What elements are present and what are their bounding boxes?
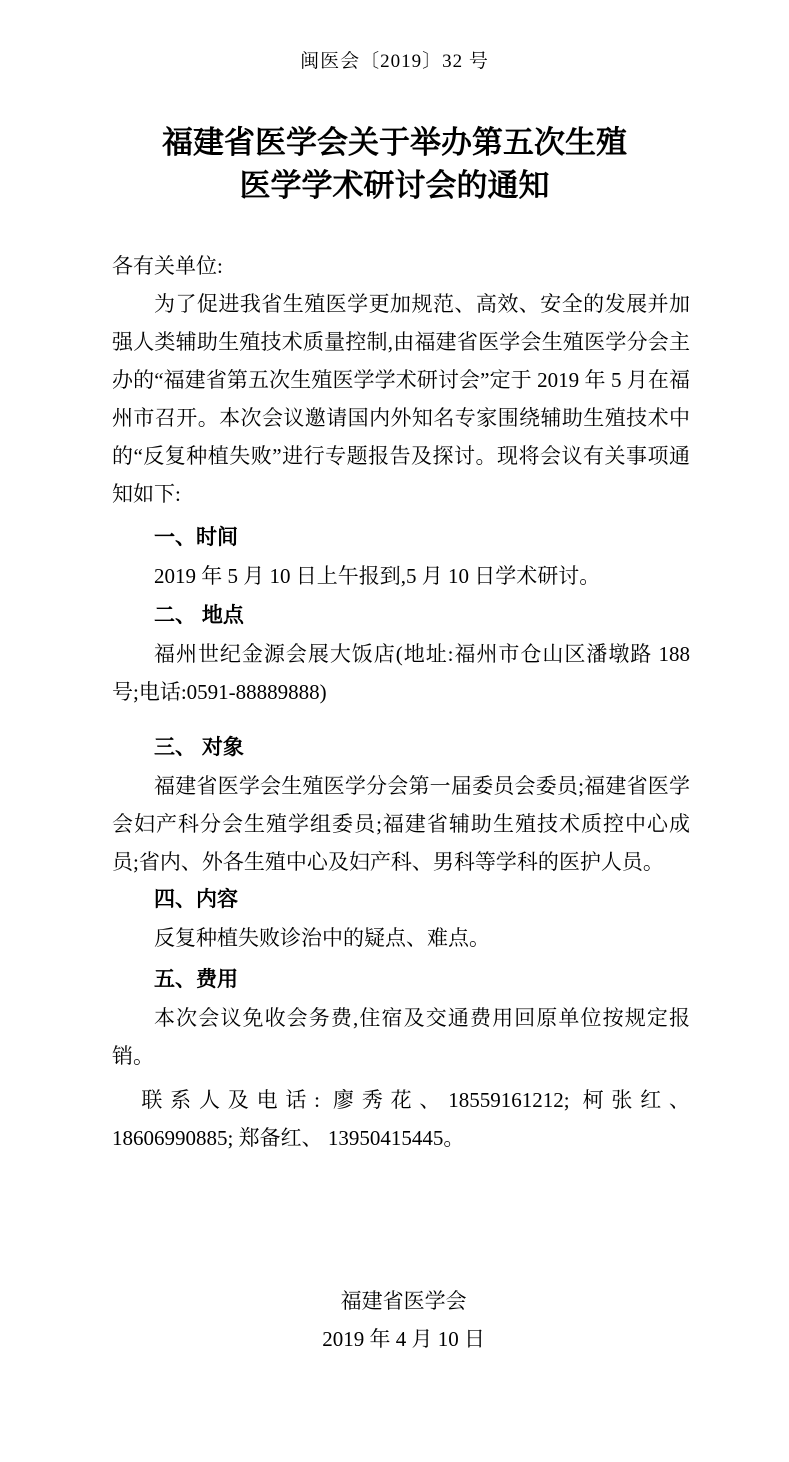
doc-title-line1: 福建省医学会关于举办第五次生殖 <box>162 125 627 160</box>
section-heading-target: 三、 对象 <box>154 736 244 759</box>
section-body-place: 福州世纪金源会展大饭店(地址:福州市仓山区潘墩路 188 号;电话:0591-88889888) <box>112 642 690 704</box>
section-body-target: 福建省医学会生殖医学分会第一届委员会委员;福建省医学会妇产科分会生殖学组委员;福建省辅助生殖技术质控中心成员;省内、外各生殖中心及妇产科、男科等学科的医护人员。 <box>112 774 690 874</box>
signature-organization: 福建省医学会 <box>340 1289 467 1313</box>
section-heading-place: 二、 地点 <box>154 604 244 627</box>
section-heading-content: 四、内容 <box>154 888 238 911</box>
section-heading-time: 一、时间 <box>154 526 238 549</box>
intro-paragraph: 为了促进我省生殖医学更加规范、高效、安全的发展并加强人类辅助生殖技术质量控制,由福建省医学会生殖医学分会主办的“福建省第五次生殖医学学术研讨会”定于 2019 年 5 月在福州市召开。本次会议邀请国内外知名专家围绕辅助生殖技术中的“反复种植失败”进行专题报告及探讨。现将会议有关事项通知如下: <box>112 292 690 506</box>
section-body-content: 反复种植失败诊治中的疑点、难点。 <box>154 926 490 950</box>
doc-title <box>0 121 789 207</box>
section-heading-fee: 五、费用 <box>154 968 238 991</box>
salutation: 各有关单位: <box>112 254 223 278</box>
doc-number: 闽医会〔2019〕32 号 <box>300 51 489 72</box>
doc-body <box>112 247 690 1358</box>
doc-title-line2: 医学学术研讨会的通知 <box>239 168 550 203</box>
signature-block <box>322 1282 485 1358</box>
section-body-time: 2019 年 5 月 10 日上午报到,5 月 10 日学术研讨。 <box>154 564 601 588</box>
section-body-fee: 本次会议免收会务费,住宿及交通费用回原单位按规定报销。 <box>112 1006 690 1068</box>
signature-date: 2019 年 4 月 10 日 <box>322 1327 485 1351</box>
contact-paragraph: 联系人及电话: 廖秀花、18559161212; 柯张红、18606990885; 郑备红、 13950415445。 <box>112 1088 690 1150</box>
